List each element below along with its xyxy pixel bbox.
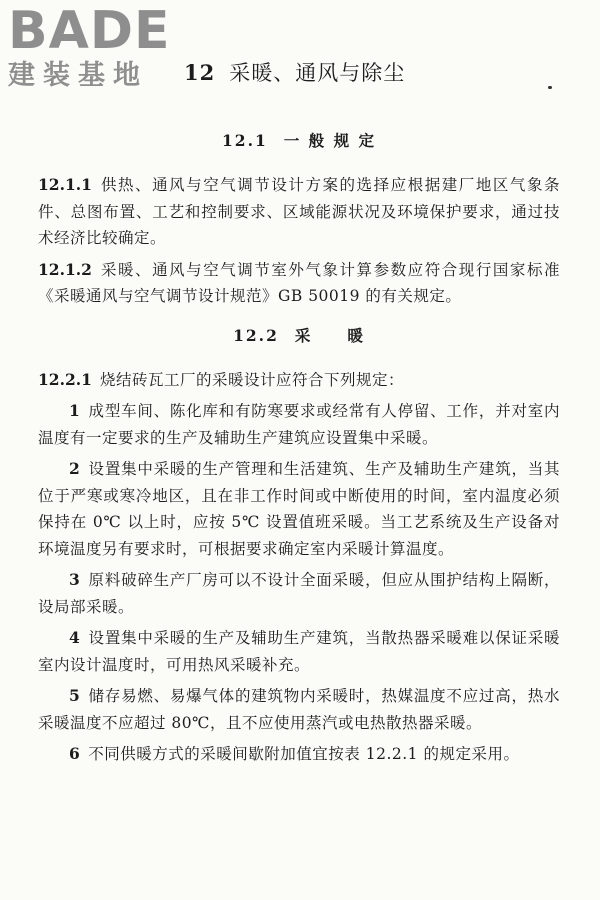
chapter-number: 12 [184,60,216,85]
item-number: 2 [69,459,81,478]
section-heading-12-1 [38,128,560,154]
clause-text: 供热、通风与空气调节设计方案的选择应根据建厂地区气象条件、总图布置、工艺和控制要求、区域能源状况及环境保护要求，通过技术经济比较确定。 [38,176,560,247]
section-number: 12.1 [222,131,268,150]
clause-number: 12.1.1 [38,175,92,194]
clause-text: 烧结砖瓦工厂的采暖设计应符合下列规定： [99,370,404,389]
list-item [38,567,560,620]
section-title: 一 般 规 定 [283,131,376,150]
list-item [38,683,560,736]
chapter-title [184,58,405,88]
item-text: 不同供暖方式的采暖间歇附加值宜按表 12.2.1 的规定采用。 [88,745,520,763]
item-number: 4 [69,628,81,647]
clause-number: 12.2.1 [38,369,92,389]
item-text: 设置集中采暖的生产管理和生活建筑、生产及辅助生产建筑，当其位于严寒或寒冷地区，且在非工作时间或中断使用的时间，室内温度必须保持在 0℃ 以上时，应按 5℃ 设置值班采暖。当工艺系统及生产设备对环境温度另有要求时，可根据要求确定室内采暖计算温度。 [38,460,560,558]
list-item [38,625,560,678]
clause-12-1-2 [38,257,560,310]
item-text: 设置集中采暖的生产及辅助生产建筑，当散热器采暖难以保证采暖室内设计温度时，可用热风采暖补充。 [38,629,560,674]
watermark-logo [8,1,188,92]
list-item [38,456,560,562]
clause-text: 采暖、通风与空气调节室外气象计算参数应符合现行国家标准《采暖通风与空气调节设计规范》GB 50019 的有关规定。 [38,260,560,305]
item-text: 储存易燃、易爆气体的建筑物内采暖时，热媒温度不应过高，热水采暖温度不应超过 80℃，且不应使用蒸汽或电热散热器采暖。 [38,687,560,732]
item-text: 原料破碎生产厂房可以不设计全面采暖，但应从围护结构上隔断，设局部采暖。 [38,571,560,616]
logo-wordmark: BADE [8,1,171,61]
list-item [38,741,560,768]
item-number: 3 [69,570,81,589]
document-body [38,128,560,773]
item-number: 6 [69,744,81,763]
clause-number: 12.1.2 [38,259,92,279]
item-text: 成型车间、陈化库和有防寒要求或经常有人停留、工作，并对室内温度有一定要求的生产及辅助生产建筑应设置集中采暖。 [38,402,560,447]
section-heading-12-2 [38,323,560,349]
logo-subtitle: 建装基地 [8,60,148,91]
item-number: 5 [69,686,81,705]
scan-speck [548,86,552,89]
list-item [38,398,560,451]
clause-12-2-1 [38,367,560,394]
clause-12-1-1 [38,172,560,252]
section-title: 采 暖 [294,325,365,345]
item-number: 1 [69,401,81,420]
chapter-title-text: 采暖、通风与除尘 [229,61,406,85]
section-number: 12.2 [233,325,279,345]
